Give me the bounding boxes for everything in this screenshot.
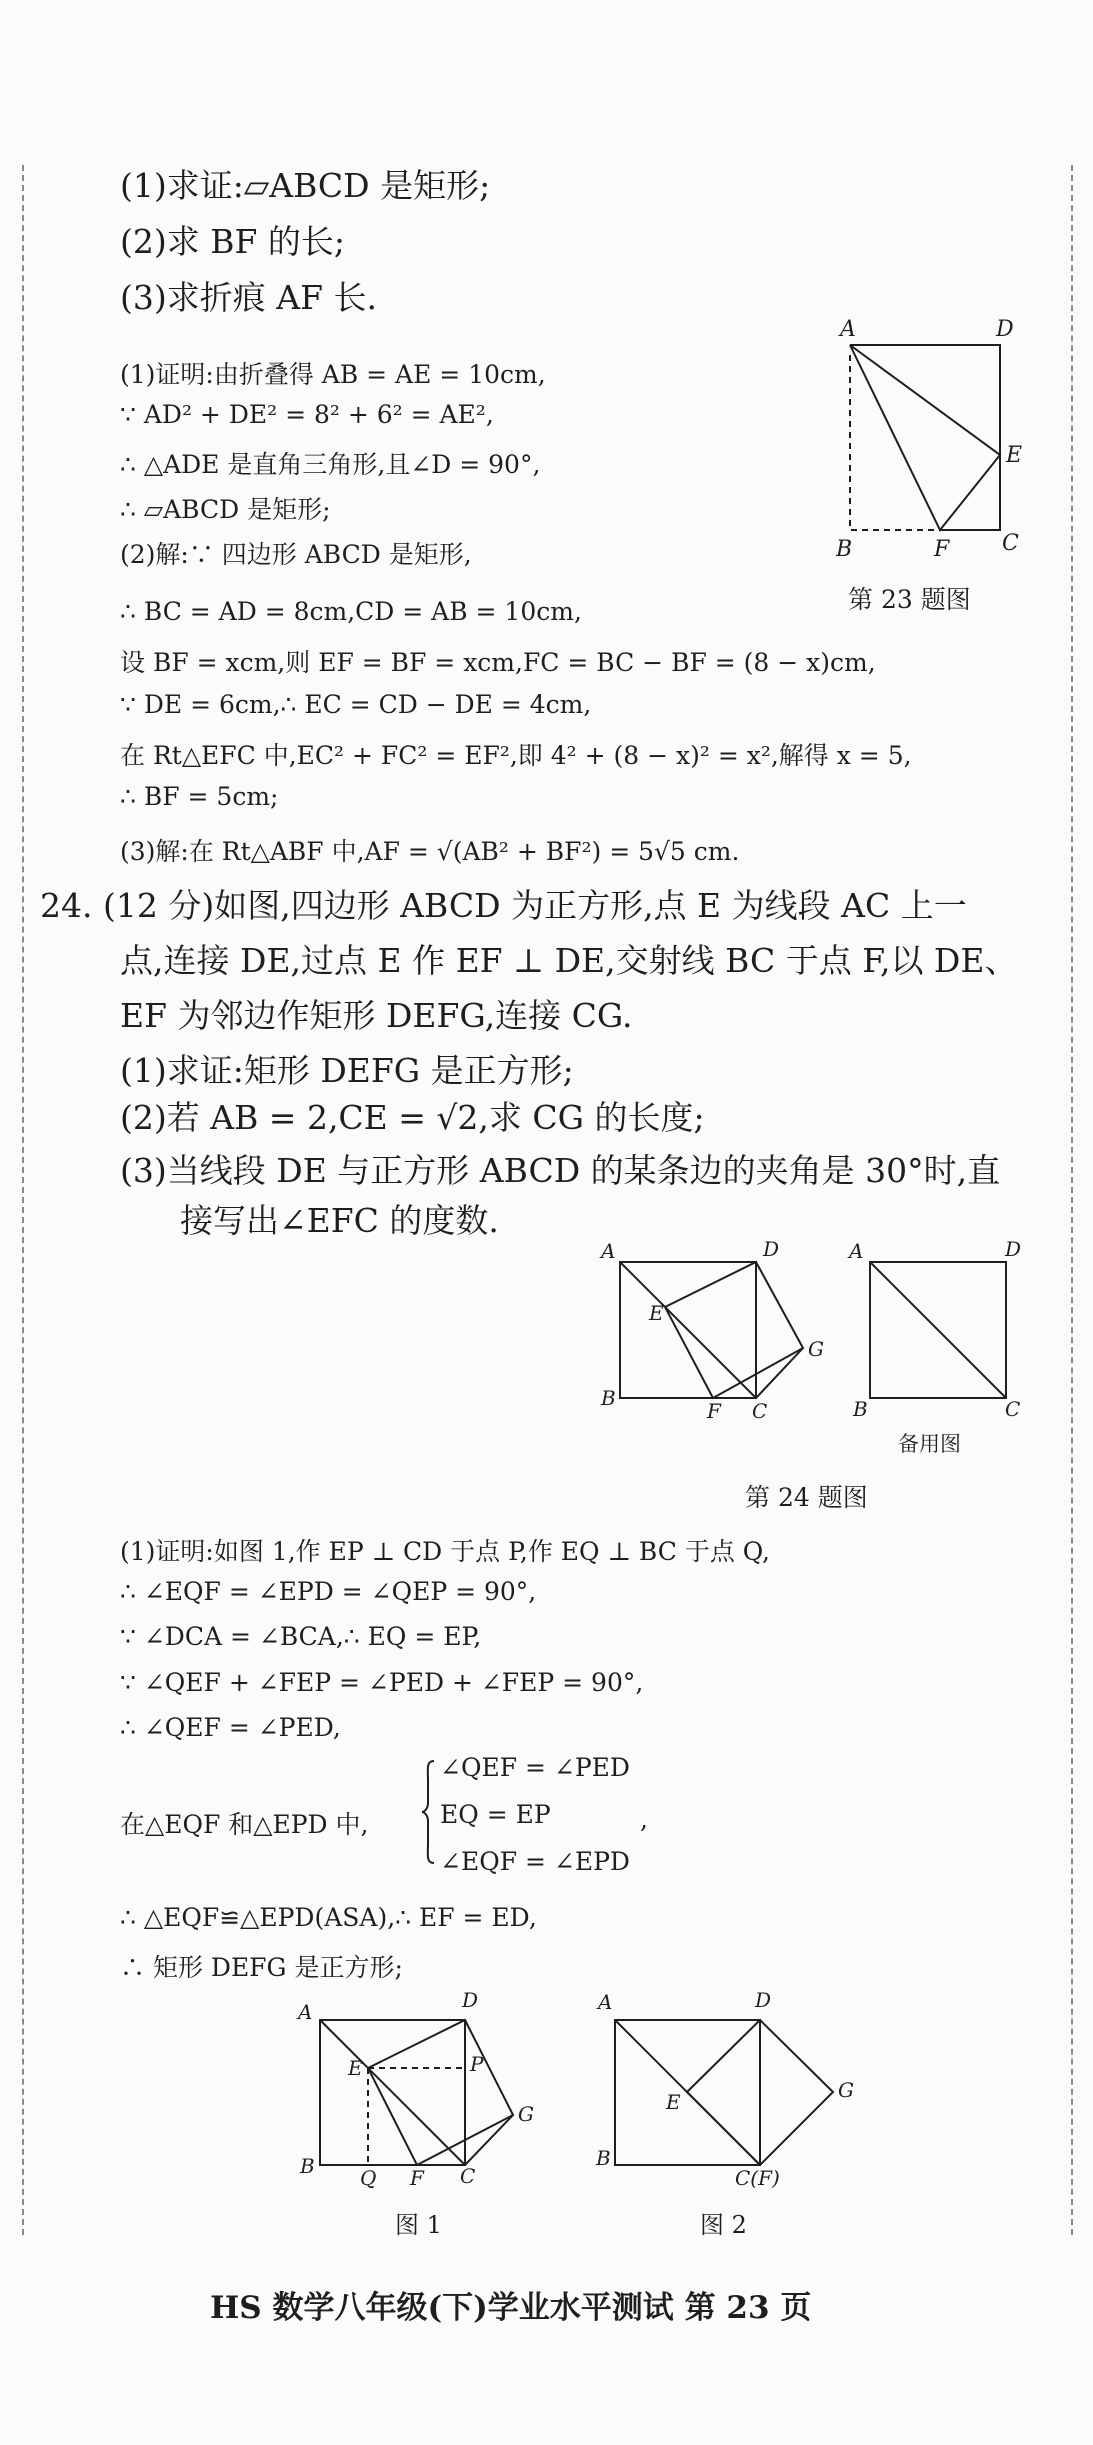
q23-label-f: F xyxy=(934,537,950,562)
fig1-label-e: E xyxy=(348,2056,363,2080)
right-dashed-border xyxy=(1071,165,1073,2235)
q23-sol-line-8: ∵ DE = 6cm,∴ EC = CD − DE = 4cm, xyxy=(120,690,592,719)
q24-part-3-line-1: (3)当线段 DE 与正方形 ABCD 的某条边的夹角是 30°时,直 xyxy=(120,1151,1001,1190)
fig1-label-b: B xyxy=(300,2154,315,2178)
q23-sol-line-4: ∴ ▱ABCD 是矩形; xyxy=(120,495,331,524)
q24-system-row-2: EQ = EP xyxy=(440,1800,551,1829)
fig2-label-b: B xyxy=(596,2146,611,2170)
q24-label-g: G xyxy=(808,1337,824,1361)
q24-stem-line-3: EF 为邻边作矩形 DEFG,连接 CG. xyxy=(120,996,633,1035)
q24-backup-label-c: C xyxy=(1005,1397,1021,1421)
q24-system-row-3: ∠EQF = ∠EPD xyxy=(440,1847,630,1876)
q24-sol-line-4: ∵ ∠QEF + ∠FEP = ∠PED + ∠FEP = 90°, xyxy=(120,1668,644,1697)
q24-label-d: D xyxy=(763,1237,780,1261)
q23-sol-line-7: 设 BF = xcm,则 EF = BF = xcm,FC = BC − BF = (8 − x)cm, xyxy=(120,648,876,677)
fig1-segment-cg xyxy=(465,2115,513,2165)
q24-backup-caption: 备用图 xyxy=(898,1432,961,1456)
fig1-diagonal-ac xyxy=(320,2020,465,2165)
q24-sol-line-7: ∴ 矩形 DEFG 是正方形; xyxy=(120,1953,403,1982)
q24-figure-main xyxy=(595,1237,835,1423)
q24-sol-line-2: ∴ ∠EQF = ∠EPD = ∠QEP = 90°, xyxy=(120,1577,537,1606)
q23-figure-caption: 第 23 题图 xyxy=(848,585,971,614)
q23-sol-line-5: (2)解:∵ 四边形 ABCD 是矩形, xyxy=(120,540,472,569)
q23-label-b: B xyxy=(836,537,853,562)
q24-part-3-line-2: 接写出∠EFC 的度数. xyxy=(180,1201,499,1240)
q24-backup-diagonal xyxy=(870,1262,1006,1398)
q23-label-c: C xyxy=(1002,531,1019,556)
q23-sol-line-1: (1)证明:由折叠得 AB = AE = 10cm, xyxy=(120,360,546,389)
fig2-caption: 图 2 xyxy=(700,2211,747,2239)
q24-label-c: C xyxy=(752,1399,768,1423)
fig1-caption: 图 1 xyxy=(395,2211,442,2239)
q23-figure xyxy=(830,310,1030,562)
q24-stem-line-2: 点,连接 DE,过点 E 作 EF ⊥ DE,交射线 BC 于点 F,以 DE、 xyxy=(120,941,1018,980)
fig1-square-defg xyxy=(368,2020,513,2165)
q24-backup-label-a: A xyxy=(849,1239,864,1263)
fig1 xyxy=(290,1985,560,2190)
fig2-label-cf: C(F) xyxy=(735,2166,780,2190)
q23-label-e: E xyxy=(1006,443,1023,468)
fig1-label-p: P xyxy=(470,2052,484,2076)
q24-stem-line-1: 24. (12 分)如图,四边形 ABCD 为正方形,点 E 为线段 AC 上一 xyxy=(40,886,967,925)
q24-sol-line-1: (1)证明:如图 1,作 EP ⊥ CD 于点 P,作 EQ ⊥ BC 于点 Q, xyxy=(120,1537,770,1566)
q24-square-defg xyxy=(665,1262,803,1398)
q24-label-b: B xyxy=(601,1386,616,1410)
q24-figure-backup xyxy=(845,1237,1045,1421)
q23-label-d: D xyxy=(996,317,1014,342)
q23-folded-triangle xyxy=(850,345,1000,530)
q24-label-e: E xyxy=(649,1301,664,1325)
q24-sol-line-3: ∵ ∠DCA = ∠BCA,∴ EQ = EP, xyxy=(120,1622,482,1651)
q24-system-row-1: ∠QEF = ∠PED xyxy=(440,1753,630,1782)
q24-part-1: (1)求证:矩形 DEFG 是正方形; xyxy=(120,1051,574,1090)
q24-sol-line-6: ∴ △EQF≌△EPD(ASA),∴ EF = ED, xyxy=(120,1903,537,1932)
fig2-label-g: G xyxy=(838,2078,854,2102)
q23-part-2: (2)求 BF 的长; xyxy=(120,222,345,261)
fig1-label-f: F xyxy=(410,2166,424,2190)
q24-figure-caption: 第 24 题图 xyxy=(745,1483,868,1512)
q23-part-1: (1)求证:▱ABCD 是矩形; xyxy=(120,166,491,205)
q24-label-f: F xyxy=(707,1399,721,1423)
q24-brace xyxy=(420,1757,440,1867)
q23-label-a: A xyxy=(840,317,856,342)
q24-part-2: (2)若 AB = 2,CE = √2,求 CG 的长度; xyxy=(120,1098,705,1137)
q24-system-lead: 在△EQF 和△EPD 中, xyxy=(120,1810,369,1839)
fig2-label-e: E xyxy=(666,2090,681,2114)
q24-label-a: A xyxy=(601,1239,616,1263)
left-dashed-border xyxy=(22,165,24,2235)
fig2 xyxy=(590,1985,870,2190)
q24-system-tail: , xyxy=(640,1805,648,1834)
fig2-label-a: A xyxy=(598,1990,613,2014)
q23-sol-line-11: (3)解:在 Rt△ABF 中,AF = √(AB² + BF²) = 5√5 cm. xyxy=(120,837,740,866)
fig2-label-d: D xyxy=(755,1988,772,2012)
q23-sol-line-3: ∴ △ADE 是直角三角形,且∠D = 90°, xyxy=(120,450,541,479)
q24-diagonal-ac xyxy=(620,1262,756,1398)
q23-part-3: (3)求折痕 AF 长. xyxy=(120,278,377,317)
q23-sol-line-2: ∵ AD² + DE² = 8² + 6² = AE², xyxy=(120,400,494,429)
fig1-label-g: G xyxy=(518,2102,534,2126)
q23-sol-line-10: ∴ BF = 5cm; xyxy=(120,782,279,811)
fig1-label-c: C xyxy=(460,2164,476,2188)
q24-sol-line-5: ∴ ∠QEF = ∠PED, xyxy=(120,1713,341,1742)
q24-backup-label-d: D xyxy=(1005,1237,1022,1261)
q23-sol-line-9: 在 Rt△EFC 中,EC² + FC² = EF²,即 4² + (8 − x)² = x²,解得 x = 5, xyxy=(120,741,912,770)
q24-segment-cg xyxy=(756,1348,803,1398)
fig1-label-a: A xyxy=(298,2000,313,2024)
page-footer: HS 数学八年级(下)学业水平测试 第 23 页 xyxy=(210,2290,812,2326)
q24-backup-label-b: B xyxy=(853,1397,868,1421)
fig1-label-q: Q xyxy=(360,2166,377,2190)
fig1-label-d: D xyxy=(462,1988,479,2012)
q23-sol-line-6: ∴ BC = AD = 8cm,CD = AB = 10cm, xyxy=(120,597,582,626)
